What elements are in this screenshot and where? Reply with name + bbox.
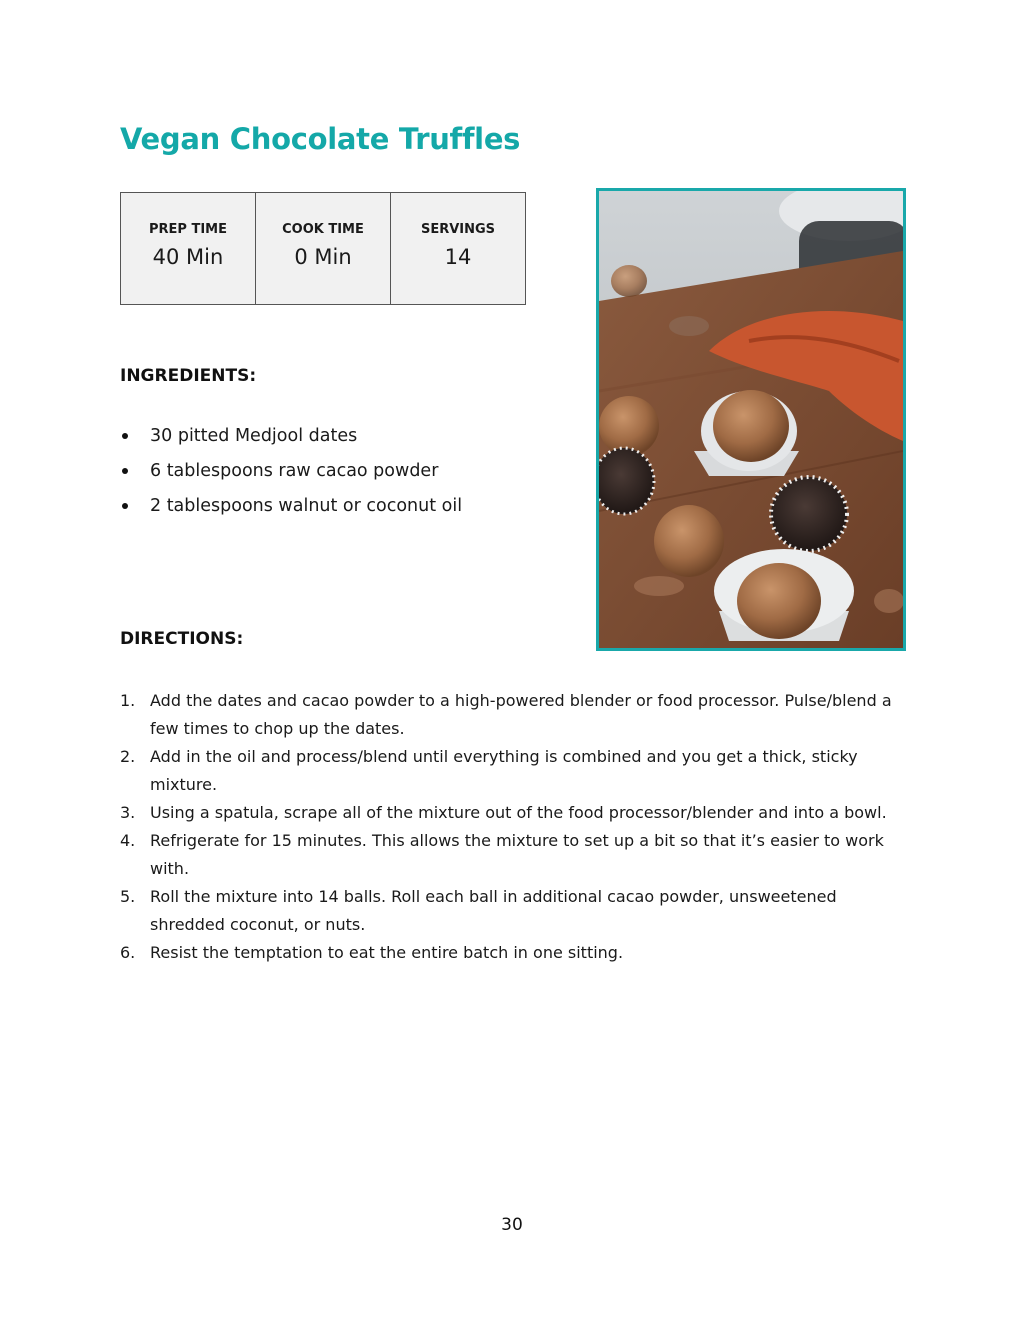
cook-time-value: 0 Min: [294, 245, 352, 269]
list-item: [120, 494, 462, 529]
step-text: Using a spatula, scrape all of the mixture out of the food processor/blender and into a bowl.: [150, 803, 887, 822]
servings-cell: [391, 193, 526, 305]
prep-time-label: PREP TIME: [149, 222, 227, 237]
list-item: [120, 827, 910, 883]
directions-list: [120, 687, 910, 967]
directions-heading: DIRECTIONS:: [120, 629, 244, 649]
step-number: 4.: [120, 831, 136, 850]
list-item: [120, 424, 462, 459]
prep-time-cell: [121, 193, 256, 305]
step-text: Roll the mixture into 14 balls. Roll each ball in additional cacao powder, unsweetened shredded coconut, or nuts.: [150, 887, 837, 934]
step-number: 5.: [120, 887, 136, 906]
ingredients-heading: INGREDIENTS:: [120, 366, 257, 386]
truffles-photo-illustration: [599, 191, 903, 648]
bullet-icon: [122, 503, 128, 509]
list-item: [120, 883, 910, 939]
list-item: [120, 459, 462, 494]
servings-label: SERVINGS: [420, 222, 496, 237]
recipe-title: Vegan Chocolate Truffles: [120, 122, 521, 156]
bullet-icon: [122, 433, 128, 439]
step-number: 6.: [120, 943, 136, 962]
ingredient-text: 2 tablespoons walnut or coconut oil: [150, 496, 463, 516]
recipe-info-table: [120, 192, 526, 305]
step-number: 1.: [120, 691, 136, 710]
step-number: 2.: [120, 747, 136, 766]
step-text: Add the dates and cacao powder to a high-powered blender or food processor. Pulse/blend a few times to chop up the dates.: [150, 691, 892, 738]
cook-time-cell: [256, 193, 391, 305]
step-text: Add in the oil and process/blend until everything is combined and you get a thick, sticky mixture.: [150, 747, 858, 794]
ingredient-text: 30 pitted Medjool dates: [150, 426, 358, 446]
page-number: 30: [501, 1215, 523, 1235]
truffles-photo: [596, 188, 906, 651]
step-number: 3.: [120, 803, 136, 822]
ingredients-list: [120, 424, 462, 529]
cook-time-label: COOK TIME: [282, 222, 364, 237]
bullet-icon: [122, 468, 128, 474]
step-text: Resist the temptation to eat the entire batch in one sitting.: [150, 943, 624, 962]
list-item: [120, 799, 910, 827]
servings-value: 14: [444, 245, 472, 269]
list-item: [120, 939, 910, 967]
list-item: [120, 687, 910, 743]
list-item: [120, 743, 910, 799]
ingredient-text: 6 tablespoons raw cacao powder: [150, 461, 439, 481]
step-text: Refrigerate for 15 minutes. This allows the mixture to set up a bit so that it’s easier to work with.: [150, 831, 884, 878]
prep-time-value: 40 Min: [152, 245, 224, 269]
